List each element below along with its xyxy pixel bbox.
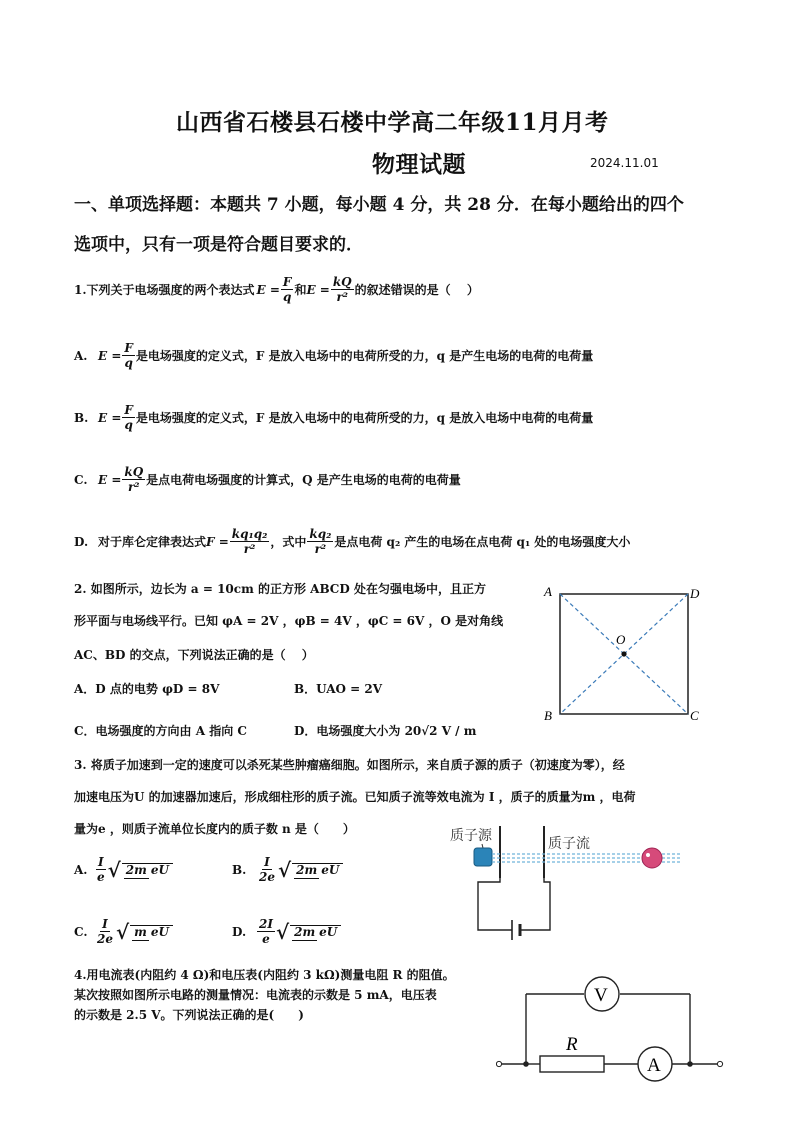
proton-source-icon bbox=[474, 848, 492, 866]
junction-right bbox=[687, 1061, 693, 1067]
q3-option-d-label: D. bbox=[232, 924, 247, 939]
q4-line3: 的示数是 2.5 V。下列说法正确的是( ) bbox=[74, 1008, 304, 1022]
terminal-right bbox=[717, 1061, 722, 1066]
formula-sqrt-2m-over-eu: 2m eU bbox=[290, 925, 341, 938]
q3-option-b[interactable]: B. $\frac{I}{2e}$ √ 2m eU bbox=[232, 856, 344, 883]
formula-kq2-over-r2: $\frac{\text{kq₂}}{\text{r²}}$ bbox=[309, 527, 332, 556]
q4-line2: 某次按照如图所示电路的测量情况：电流表的示数是 5 mA，电压表 bbox=[74, 988, 437, 1002]
vertex-label-d: D bbox=[690, 586, 700, 601]
q1-option-c-label: C. bbox=[74, 472, 88, 487]
formula-i-over-2e: $\frac{I}{2e}$ bbox=[97, 917, 113, 946]
q3-option-c[interactable]: C. $\frac{I}{2e}$ √ m eU bbox=[74, 918, 174, 945]
q1-stem-post: 的叙述错误的是（ ） bbox=[354, 283, 479, 297]
q2-line1: 2. 如图所示，边长为 a = 10cm 的正方形 ABCD 处在匀强电场中，且正方 bbox=[74, 582, 486, 596]
resistor-r bbox=[540, 1056, 604, 1072]
section-heading-line2: 选项中，只有一项是符合题目要求的． bbox=[74, 235, 363, 255]
q1-option-d-mid: ，式中 bbox=[270, 535, 307, 549]
q3-line2: 加速电压为U 的加速器加速后，形成细柱形的质子流。已知质子流等效电流为 I ，质子的质量为m ，电荷 bbox=[74, 790, 636, 804]
formula-i-over-e: $\frac{I}{e}$ bbox=[97, 855, 105, 884]
q2-line2: 形平面与电场线平行。已知 φA = 2V ，φB = 4V ，φC = 6V ，O 是对角线 bbox=[74, 614, 504, 628]
q4-line1: 4.用电流表(内阻约 4 Ω)和电压表(内阻约 3 kΩ)测量电阻 R 的阻值。 bbox=[74, 968, 455, 982]
q2-option-a[interactable]: A．D 点的电势 φD = 8V bbox=[74, 682, 220, 696]
circuit-wire-right bbox=[520, 878, 550, 930]
q1-option-b-text: 是电场强度的定义式，F 是放入电场中的电荷所受的力，q 是放入电场中电荷的电荷量 bbox=[135, 411, 594, 425]
circuit-wire-left bbox=[478, 878, 512, 930]
q3-option-a[interactable]: A. $\frac{I}{e}$ √ 2m eU bbox=[74, 856, 174, 883]
q1-option-a-label: A. bbox=[74, 348, 88, 363]
section-heading-line1: 一、单项选择题：本题共 7 小题，每小题 4 分，共 28 分．在每小题给出的四个 bbox=[74, 195, 684, 215]
subject-title: 物理试题 bbox=[372, 151, 466, 178]
formula-f-over-q: $\frac{F}{q}$ bbox=[124, 341, 133, 370]
q1-stem-pre: 1.下列关于电场强度的两个表达式 bbox=[74, 283, 255, 297]
formula-f: F = bbox=[206, 534, 229, 549]
q1-stem bbox=[74, 276, 479, 303]
circuit-figure bbox=[496, 976, 726, 1082]
ammeter-label: A bbox=[647, 1055, 661, 1076]
q1-option-c-text: 是点电荷电场强度的计算式，Q 是产生电场的电荷的电荷量 bbox=[146, 473, 461, 487]
formula-kq1q2-over-r2: $\frac{\text{kq₁q₂}}{\text{r²}}$ bbox=[231, 527, 268, 556]
formula-sqrt-2m-over-eu: 2m eU bbox=[292, 863, 343, 876]
q3-option-b-label: B. bbox=[232, 862, 247, 877]
proton-beam-label: 质子流 bbox=[548, 836, 590, 852]
junction-left bbox=[523, 1061, 529, 1067]
proton-source-label: 质子源 bbox=[450, 828, 492, 844]
voltmeter-label: V bbox=[594, 985, 608, 1006]
q1-option-d-post: 是点电荷 q₂ 产生的电场在点电荷 q₁ 处的电场强度大小 bbox=[334, 535, 631, 549]
q2-option-c[interactable]: C．电场强度的方向由 A 指向 C bbox=[74, 724, 247, 738]
tumor-cell-icon bbox=[642, 848, 662, 868]
vertex-label-b: B bbox=[544, 708, 552, 723]
formula-e2: E = bbox=[306, 282, 330, 297]
q1-option-d-pre: 对于库仑定律表达式 bbox=[98, 535, 207, 549]
q2-line3: AC、BD 的交点，下列说法正确的是（ ） bbox=[74, 648, 314, 662]
q1-option-b-label: B. bbox=[74, 410, 89, 425]
vertex-label-c: C bbox=[690, 708, 699, 723]
q1-option-d[interactable] bbox=[74, 528, 630, 555]
center-point-o bbox=[621, 651, 626, 656]
formula-e: E = bbox=[98, 472, 122, 487]
formula-e: E = bbox=[98, 348, 122, 363]
exam-date: 2024.11.01 bbox=[590, 156, 659, 170]
formula-i-over-2e: $\frac{I}{2e}$ bbox=[259, 855, 275, 884]
formula-sqrt-2m-over-eu: 2m eU bbox=[122, 863, 173, 876]
formula-kq-over-r2: $\frac{kQ}{\text{r²}}$ bbox=[124, 465, 144, 494]
formula-e: E = bbox=[256, 282, 280, 297]
formula-f-over-q: $\frac{F}{q}$ bbox=[124, 403, 133, 432]
formula-sqrt-m-over-eu: m eU bbox=[130, 925, 173, 938]
vertex-label-a: A bbox=[544, 584, 552, 599]
center-label-o: O bbox=[616, 632, 626, 647]
q3-line3: 量为e ，则质子流单位长度内的质子数 n 是（ ） bbox=[74, 822, 355, 836]
q2-option-b[interactable]: B．UAO = 2V bbox=[294, 682, 383, 696]
q1-stem-and: 和 bbox=[294, 283, 307, 297]
formula-2i-over-e: $\frac{2I}{e}$ bbox=[259, 917, 273, 946]
tumor-cell-highlight bbox=[646, 853, 650, 857]
q3-option-a-label: A. bbox=[74, 862, 88, 877]
q3-line1: 3. 将质子加速到一定的速度可以杀死某些肿瘤癌细胞。如图所示，来自质子源的质子（初速度为零），经 bbox=[74, 758, 625, 772]
q2-option-d[interactable]: D．电场强度大小为 20√2 V / m bbox=[294, 724, 477, 738]
q1-option-b[interactable] bbox=[74, 404, 593, 431]
formula-e: E = bbox=[98, 410, 122, 425]
resistor-label: R bbox=[566, 1034, 578, 1055]
q1-option-c[interactable] bbox=[74, 466, 461, 493]
exam-title: 山西省石楼县石楼中学高二年级11月月考 bbox=[176, 109, 609, 136]
q1-option-d-label: D. bbox=[74, 534, 89, 549]
proton-accelerator-figure bbox=[444, 822, 694, 944]
q3-option-d[interactable]: D. $\frac{2I}{e}$ √ 2m eU bbox=[232, 918, 342, 945]
formula-kq-over-r2: $\frac{kQ}{\text{r²}}$ bbox=[332, 275, 352, 304]
q1-option-a[interactable] bbox=[74, 342, 593, 369]
q3-option-c-label: C. bbox=[74, 924, 88, 939]
terminal-left bbox=[496, 1061, 501, 1066]
q1-option-a-text: 是电场强度的定义式，F 是放入电场中的电荷所受的力，q 是产生电场的电荷的电荷量 bbox=[135, 349, 594, 363]
square-abcd-figure bbox=[540, 584, 710, 726]
formula-f-over-q: $\frac{F}{q}$ bbox=[282, 275, 292, 304]
